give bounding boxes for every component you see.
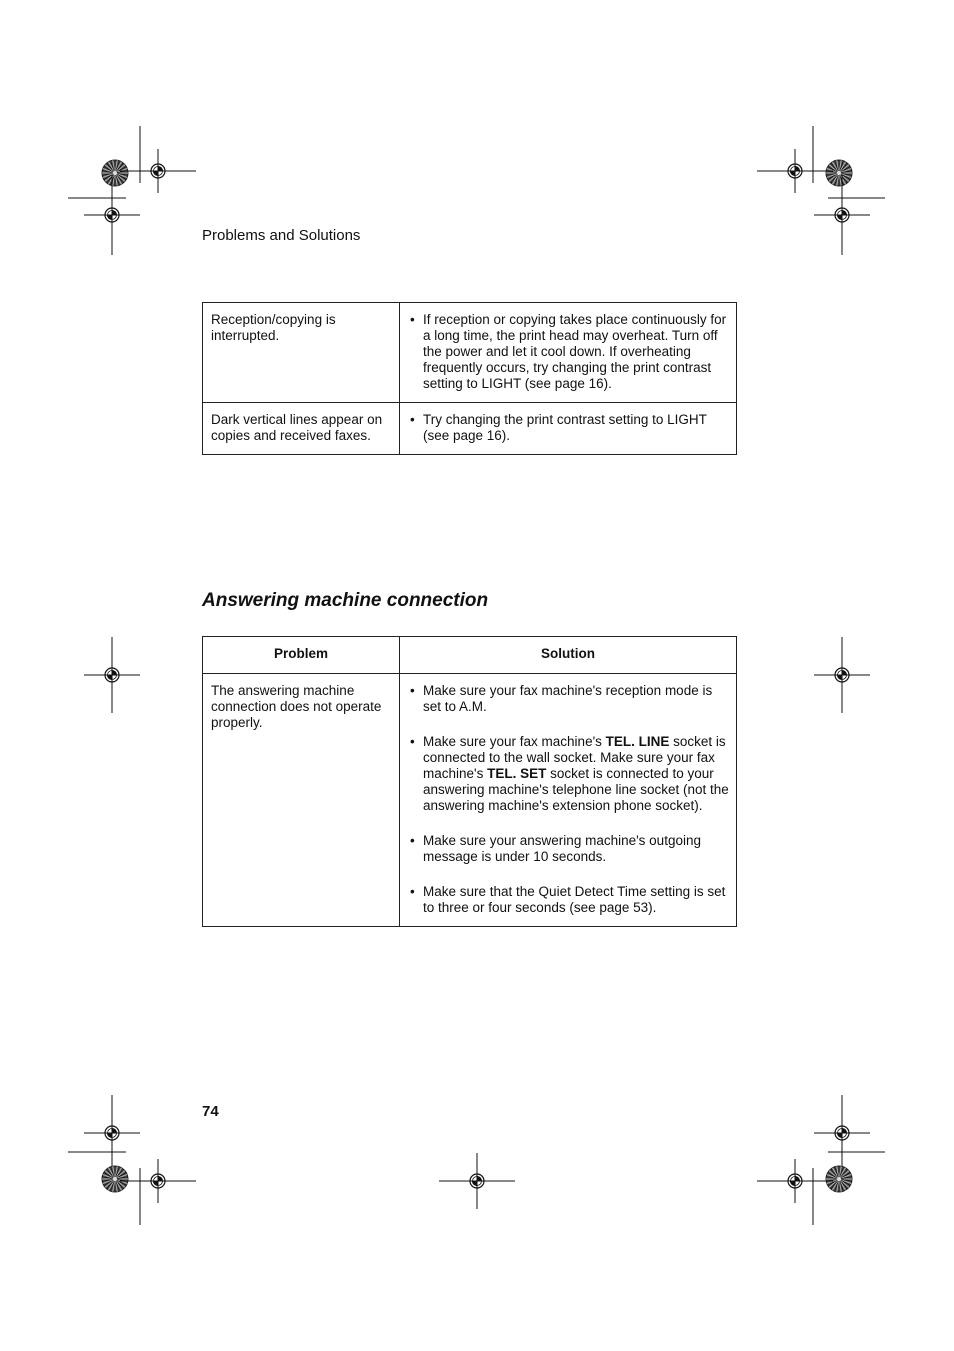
table-header-row xyxy=(203,637,737,674)
table-row xyxy=(203,303,737,403)
solution-text: Make sure your fax machine's xyxy=(423,734,606,749)
column-header-problem: Problem xyxy=(203,637,400,674)
registration-target-icon xyxy=(757,1159,833,1203)
key-label-tel-set: TEL. SET xyxy=(487,766,547,781)
solution-item: • Make sure your answering machine's outgoing message is under 10 seconds. xyxy=(408,833,730,865)
solution-item: • If reception or copying takes place continuously for a long time, the print head may overheat. Turn off the power and let it cool down. If overheating frequently occurs, try changing the print contrast setting to LIGHT (see page 16). xyxy=(408,312,730,392)
solution-cell xyxy=(400,303,737,403)
table-row xyxy=(203,674,737,927)
problem-cell: Dark vertical lines appear on copies and received faxes. xyxy=(203,403,400,455)
problem-cell: Reception/copying is interrupted. xyxy=(203,303,400,403)
solution-item xyxy=(408,734,730,814)
crop-mark-line xyxy=(68,198,126,199)
solution-cell xyxy=(400,674,737,927)
crop-mark-line xyxy=(828,198,885,199)
key-label-tel-line: TEL. LINE xyxy=(605,734,670,749)
solution-cell xyxy=(400,403,737,455)
registration-target-icon xyxy=(84,637,140,713)
crop-mark-line xyxy=(140,1168,141,1225)
registration-target-icon xyxy=(814,175,870,255)
crop-mark-line xyxy=(813,1168,814,1225)
solution-item: • Try changing the print contrast setting to LIGHT (see page 16). xyxy=(408,412,730,444)
crop-mark-line xyxy=(68,1152,126,1153)
page-number: 74 xyxy=(202,1103,219,1120)
running-head: Problems and Solutions xyxy=(202,227,361,244)
crop-mark-line xyxy=(828,1152,885,1153)
troubleshooting-table-continued xyxy=(202,302,737,455)
solution-text: socket is connected to your answering machine's telephone line socket (not the answering machine's extension phone socket). xyxy=(423,766,729,813)
section-heading: Answering machine connection xyxy=(202,590,489,611)
solution-item: • Make sure that the Quiet Detect Time setting is set to three or four seconds (see page 53). xyxy=(408,884,730,916)
registration-target-icon xyxy=(84,175,140,255)
solution-item: • Make sure your fax machine's reception mode is set to A.M. xyxy=(408,683,730,715)
answering-machine-table xyxy=(202,636,737,927)
table-row xyxy=(203,403,737,455)
registration-target-icon xyxy=(439,1153,515,1209)
registration-target-icon xyxy=(814,637,870,713)
problem-cell: The answering machine connection does not operate properly. xyxy=(203,674,400,927)
solution-text: socket is connected to the wall socket. Make sure your fax machine's xyxy=(423,734,726,781)
column-header-solution: Solution xyxy=(400,637,737,674)
registration-target-icon xyxy=(120,1159,196,1203)
crop-mark-line xyxy=(140,126,141,183)
